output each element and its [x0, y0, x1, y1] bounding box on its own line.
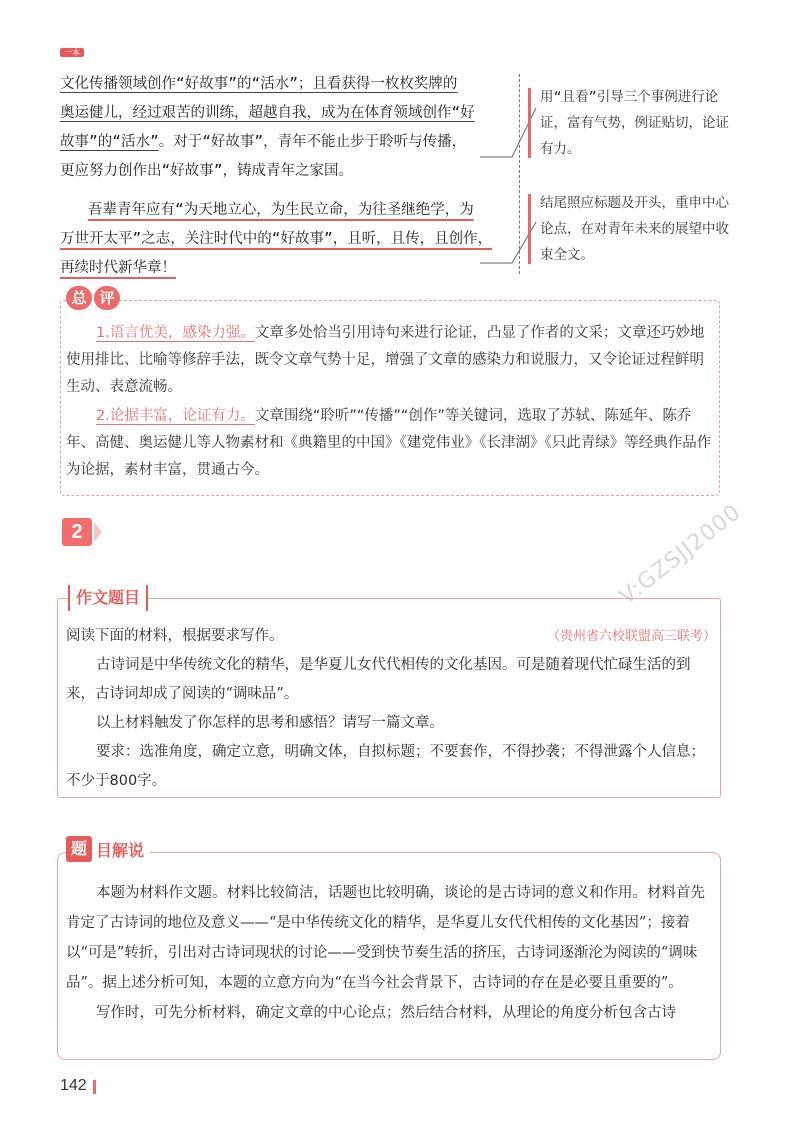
topic-instruction: 阅读下面的材料，根据要求写作。: [66, 628, 284, 644]
essay-line: [60, 225, 508, 254]
page-number: 142: [60, 1077, 87, 1094]
badge-char: 总: [66, 286, 92, 310]
essay-text: 文化传播领域创作: [60, 76, 176, 92]
essay-line: [60, 157, 508, 186]
review-item-label: 2.论据丰富，论证有力。: [96, 408, 255, 424]
badge-char: 评: [94, 286, 120, 310]
analysis-body: [66, 878, 714, 1028]
review-item-2: [66, 403, 714, 484]
section-tag: 一本: [60, 48, 84, 57]
annotation-note-2: [528, 190, 730, 268]
review-badge: [66, 286, 120, 310]
review-item-text: 文章多处恰当引用诗句来进行论证，凸显了作者的文采；文章还巧妙地使用排比、比喻等修辞手法，既令文章气势十足，增强了文章的感染力和说服力，又令论证过程鲜明生动、表意流畅。: [66, 325, 705, 395]
essay-text: ；且看获得一枚枚奖牌的: [297, 76, 458, 92]
topic-title: 作文题目: [68, 585, 148, 611]
essay-text: 再续时代新华章！: [60, 260, 176, 276]
topic-body: [66, 622, 716, 796]
essay-text: 更应努力创作出“好故事”，铸成青年之家国。: [60, 163, 353, 179]
review-item-text: 文章围绕“聆听”“传播”“创作”等关键词，选取了苏轼、陈延年、陈乔年、高健、奥运健儿等人物素材和《典籍里的中国》《建党伟业》《长津湖》《只此青绿》等经典作品作为论据，素材丰富，贯通古今。: [66, 408, 712, 478]
essay-line: [60, 70, 508, 99]
note-bar: [528, 88, 531, 158]
analysis-label: 目解说: [96, 840, 145, 860]
essay-text: “好故事”的“活水”: [176, 76, 298, 92]
watermark: V:GZSJJ2000: [615, 499, 747, 610]
note-bar: [528, 194, 531, 264]
review-item-label: 1.语言优美，感染力强。: [96, 325, 255, 341]
analysis-icon: 题: [66, 836, 92, 862]
essay-excerpt: [60, 70, 508, 283]
essay-line: [60, 196, 508, 225]
essay-text: 万世开太平”之志，关注时代中的“好故事”，且听，且传，且创作，: [60, 231, 493, 247]
note-text: 用“且看”引导三个事例进行论证，富有气势，例证贴切，论证有力。: [540, 89, 729, 157]
section-number: 2: [62, 518, 92, 546]
review-body: [66, 320, 714, 484]
topic-source: （贵州省六校联盟高三联考）: [546, 629, 716, 644]
review-item-1: [66, 320, 714, 401]
topic-question: 以上材料触发了你怎样的思考和感悟？请写一篇文章。: [96, 715, 444, 731]
essay-line: [60, 254, 508, 283]
section-number-tail: [94, 522, 102, 542]
analysis-paragraph: 本题为材料作文题。材料比较简洁，话题也比较明确，谈论的是古诗词的意义和作用。材料首先肯定了古诗词的地位及意义——“是中华传统文化的精华，是华夏儿女代代相传的文化基因”；接着以“可是”转折，引出对古诗词现状的讨论——受到快节奏生活的挤压，古诗词逐渐沦为阅读的“调味品”。据上述分析可知，本题的立意方向为“在当今社会背景下，古诗词的存在是必要且重要的”。: [66, 885, 705, 991]
essay-text: 。对于“好故事”，青年不能止步于聆听与传播，: [158, 134, 467, 150]
essay-text: 吾辈青年应有“为天地立心，为生民立命，为往圣继绝学，为: [88, 202, 474, 218]
topic-header-row: [66, 622, 716, 651]
page-number-bar: [93, 1080, 96, 1094]
essay-text: 故事”的“活水”: [60, 134, 159, 150]
analysis-paragraph: 写作时，可先分析材料，确定文章的中心论点；然后结合材料，从理论的角度分析包含古诗: [96, 1005, 676, 1021]
analysis-title: [66, 836, 150, 862]
note-text: 结尾照应标题及开头，重申中心论点，在对青年未来的展望中收束全文。: [540, 195, 729, 263]
essay-text: 奥运健儿，经过艰苦的训练，超越自我，成为在体育领域创作“好: [60, 105, 475, 121]
topic-material: 古诗词是中华传统文化的精华，是华夏儿女代代相传的文化基因。可是随着现代忙碌生活的到来，古诗词却成了阅读的“调味品”。: [66, 657, 691, 702]
topic-requirements: 要求：选准角度，确定立意，明确文体，自拟标题；不要套作，不得抄袭；不得泄露个人信息；不少于800字。: [66, 744, 705, 789]
annotation-note-1: [528, 84, 730, 162]
essay-line: [60, 99, 508, 128]
essay-line: [60, 128, 508, 157]
essay-paragraph-2: [60, 196, 508, 283]
margin-divider: [519, 74, 520, 274]
